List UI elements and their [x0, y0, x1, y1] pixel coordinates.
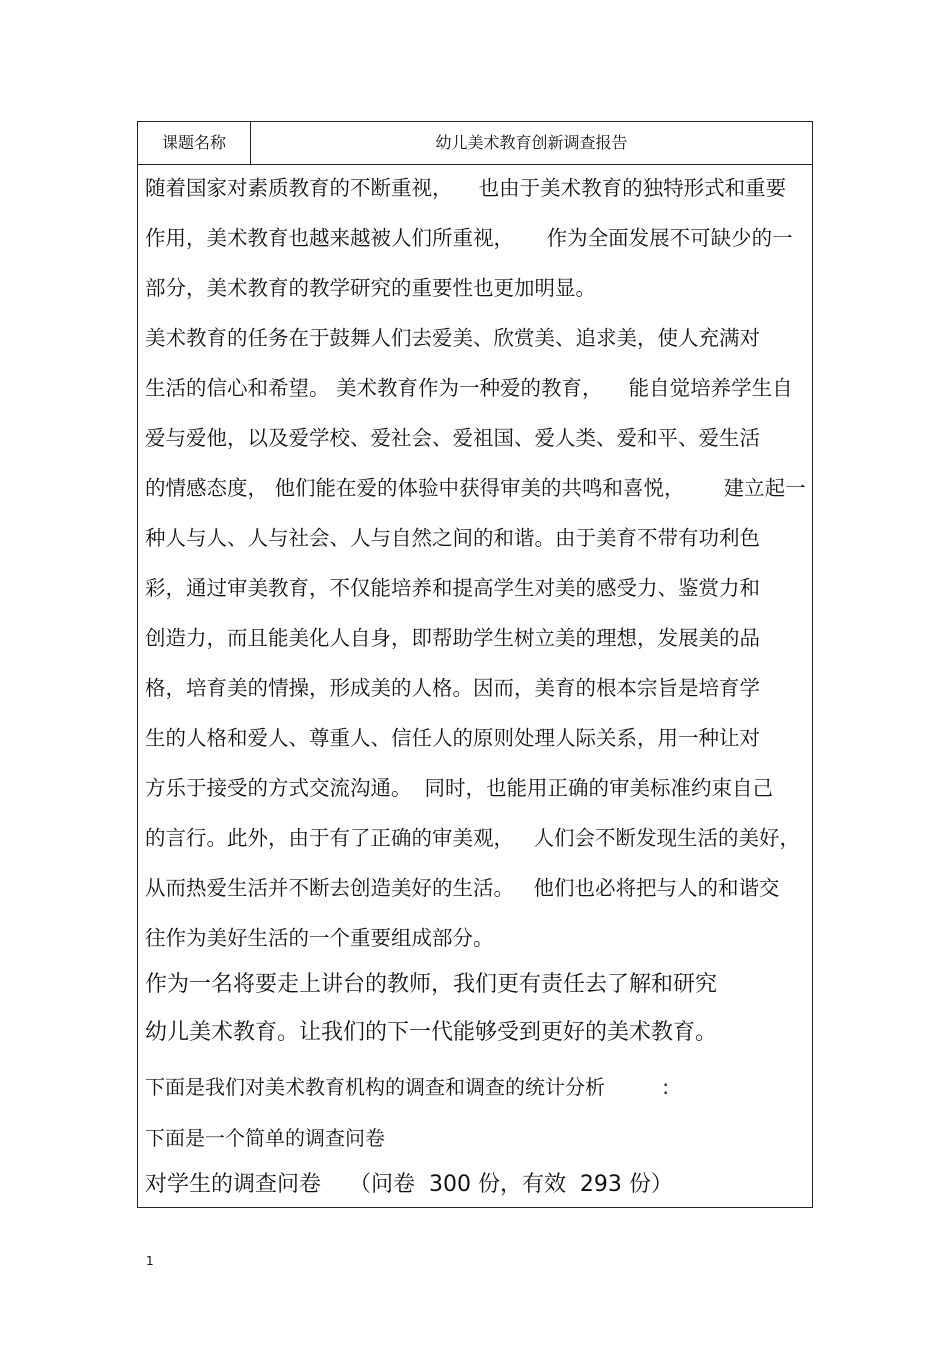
page-number: 1 [146, 1254, 154, 1268]
header-row [138, 122, 812, 165]
body-line: 从而热爱生活并不断去创造美好的生活。 他们也必将把与人的和谐交 [145, 876, 780, 900]
topic-name-label: 课题名称 [138, 122, 251, 164]
body-line: 格，培育美的情操，形成美的人格。因而，美育的根本宗旨是培育学 [145, 676, 760, 700]
body-line: 随着国家对素质教育的不断重视， 也由于美术教育的独特形式和重要 [145, 176, 787, 200]
body-line: 创造力，而且能美化人自身，即帮助学生树立美的理想，发展美的品 [145, 626, 760, 650]
body-line: 的言行。此外，由于有了正确的审美观， 人们会不断发现生活的美好， [145, 826, 801, 850]
body-line: 往作为美好生活的一个重要组成部分。 [145, 926, 494, 950]
body-line: 下面是一个简单的调查问卷 [145, 1126, 385, 1150]
body-line: 种人与人、人与社会、人与自然之间的和谐。由于美育不带有功利色 [145, 526, 760, 550]
body-line: 下面是我们对美术教育机构的调查和调查的统计分析 : [145, 1075, 669, 1099]
body-line: 对学生的调查问卷 （问卷 300 份，有效 293 份） [145, 1172, 673, 1197]
body-line: 彩，通过审美教育，不仅能培养和提高学生对美的感受力、鉴赏力和 [145, 576, 760, 600]
body-line: 幼儿美术教育。让我们的下一代能够受到更好的美术教育。 [145, 1020, 718, 1045]
body-line: 生活的信心和希望。 美术教育作为一种爱的教育， 能自觉培养学生自 [145, 376, 793, 400]
body-line: 作用，美术教育也越来越被人们所重视， 作为全面发展不可缺少的一 [145, 226, 793, 250]
body-line: 爱与爱他，以及爱学校、爱社会、爱祖国、爱人类、爱和平、爱生活 [145, 426, 760, 450]
report-title: 幼儿美术教育创新调查报告 [435, 133, 628, 152]
body-line: 作为一名将要走上讲台的教师，我们更有责任去了解和研究 [145, 972, 718, 997]
body-line: 的情感态度， 他们能在爱的体验中获得审美的共鸣和喜悦， 建立起一 [145, 476, 806, 500]
body-line: 部分，美术教育的教学研究的重要性也更加明显。 [145, 276, 596, 300]
body-line: 方乐于接受的方式交流沟通。 同时，也能用正确的审美标准约束自己 [145, 776, 774, 800]
body-line: 生的人格和爱人、尊重人、信任人的原则处理人际关系，用一种让对 [145, 726, 760, 750]
body-line: 美术教育的任务在于鼓舞人们去爱美、欣赏美、追求美，使人充满对 [145, 326, 760, 350]
document-table [137, 121, 813, 1208]
